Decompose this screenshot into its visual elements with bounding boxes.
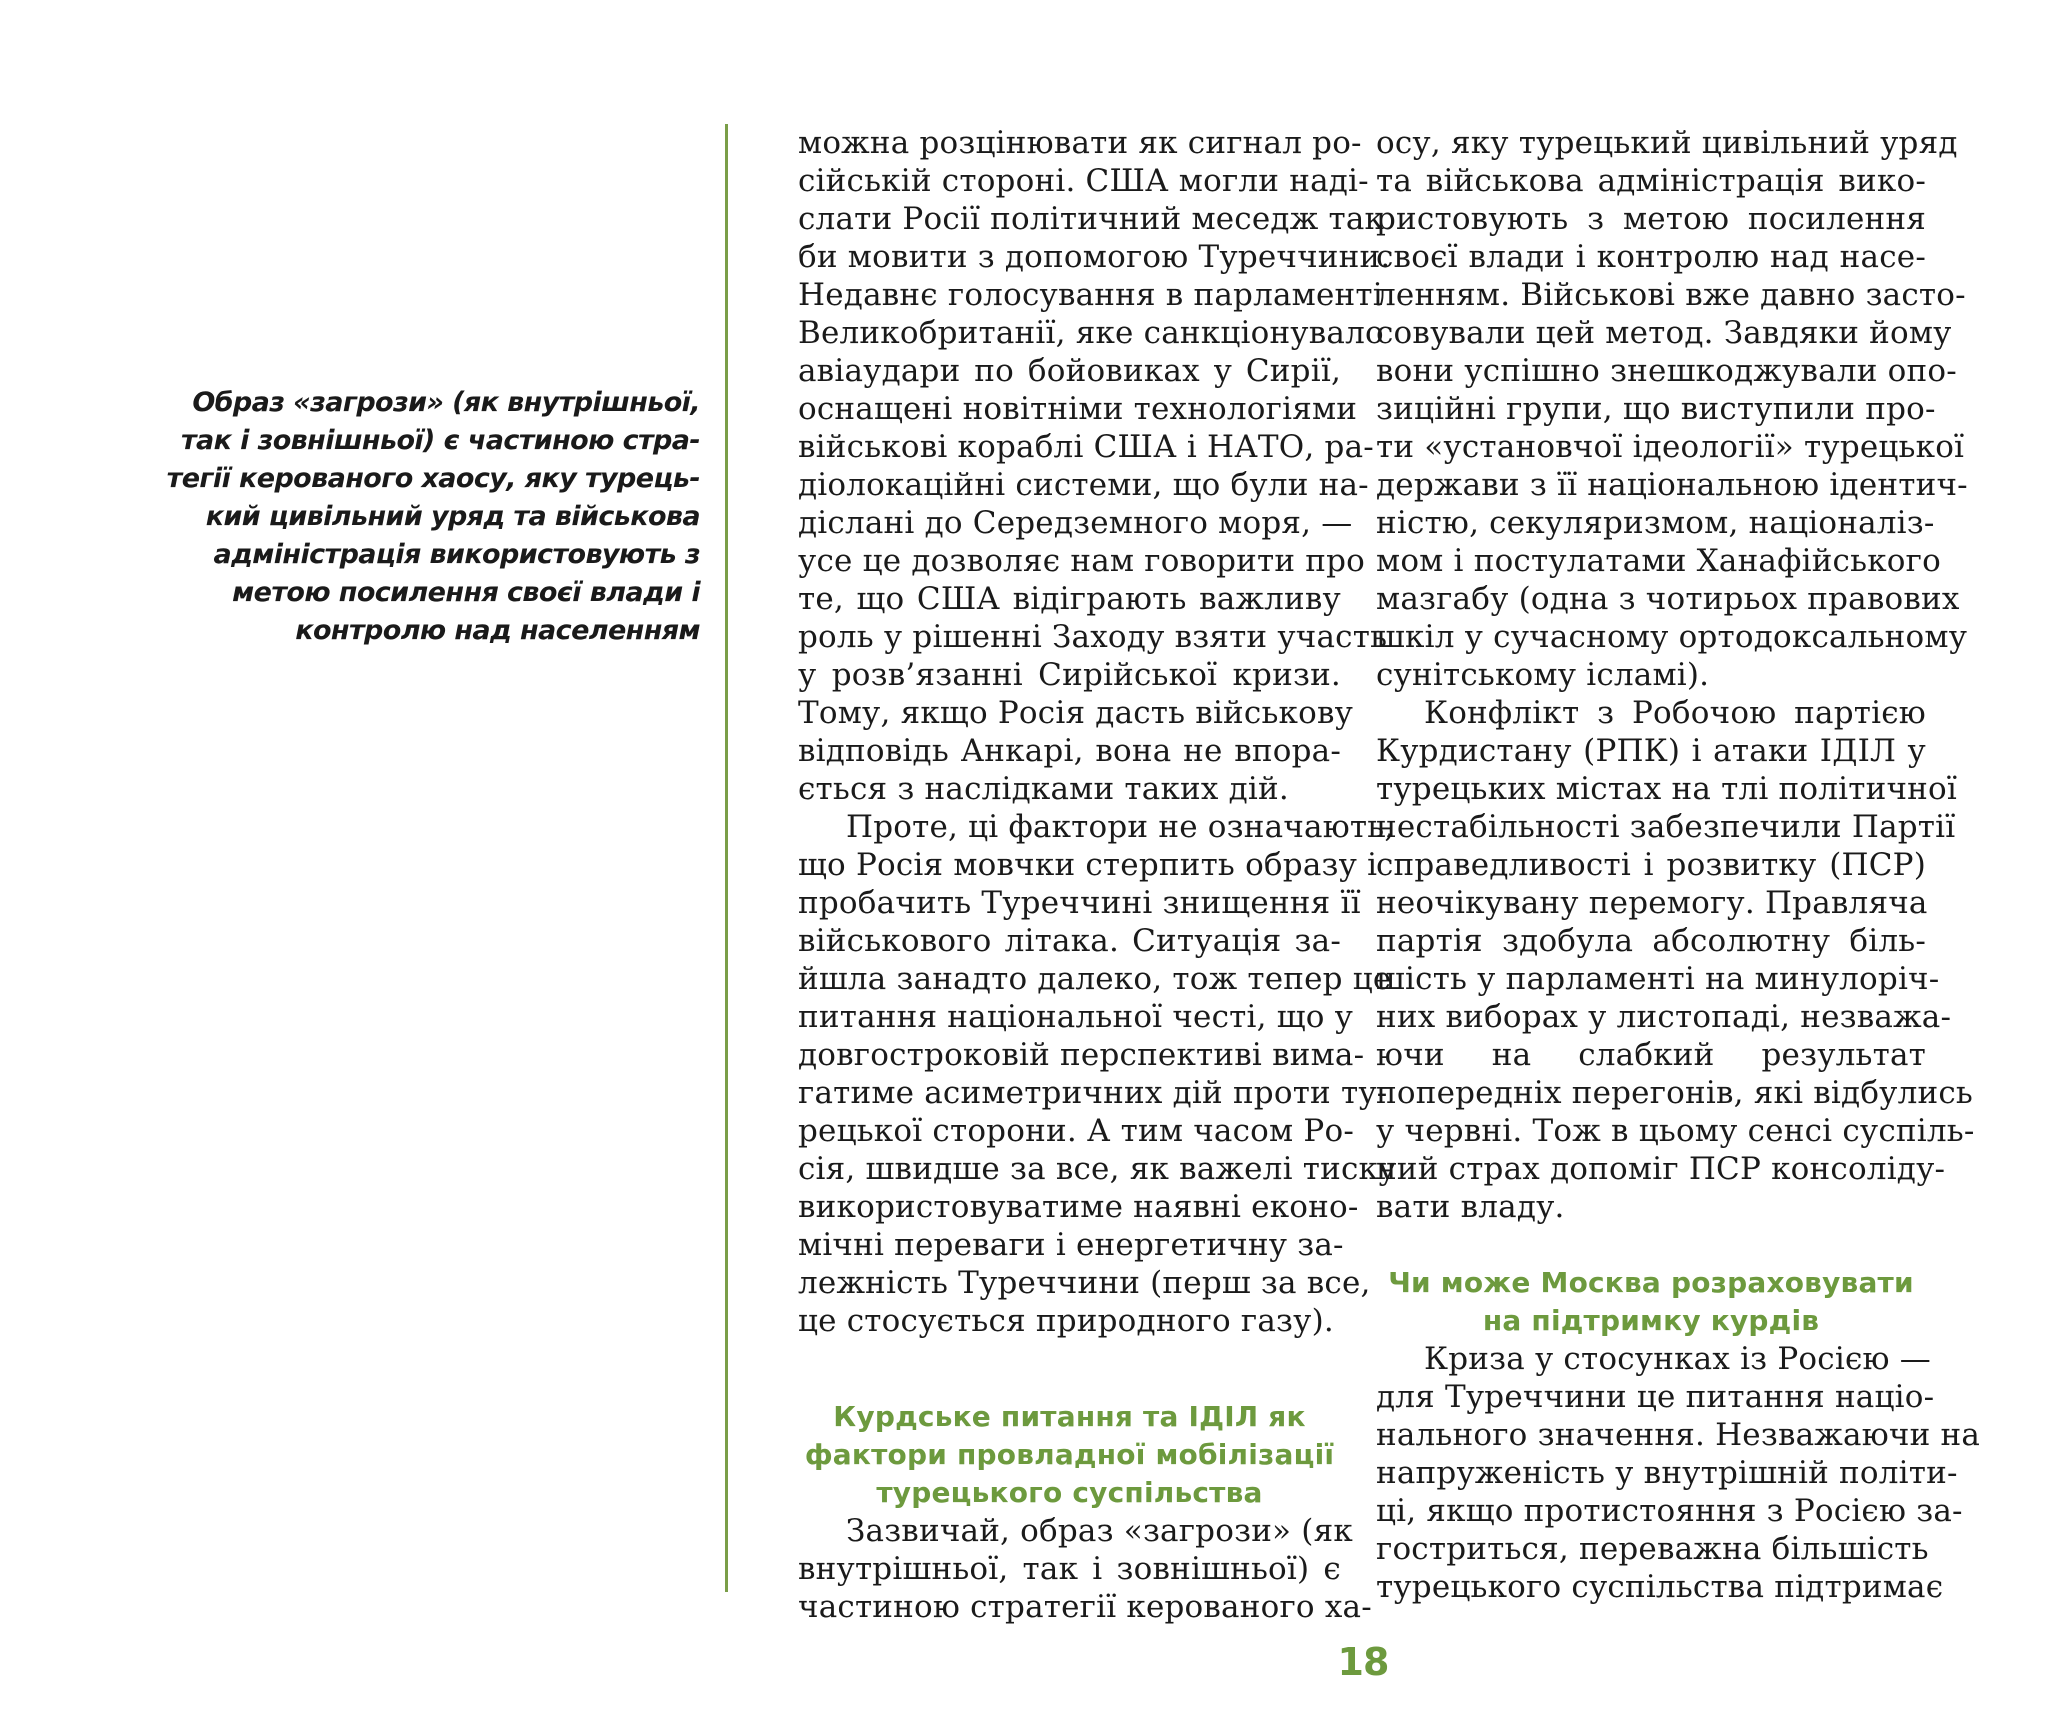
section-heading-line: фактори провладної мобілізації xyxy=(804,1438,1335,1471)
text-line: вони успішно знешкоджували опо- xyxy=(1376,353,1957,389)
text-line: використовуватиме наявні еконо- xyxy=(798,1189,1359,1225)
text-line: гостриться, переважна більшість xyxy=(1376,1531,1929,1567)
text-line: пробачить Туреччині знищення її xyxy=(798,885,1361,921)
text-line: ністю, секуляризмом, націоналіз- xyxy=(1376,505,1935,541)
text-line: та військова адміністрація вико- xyxy=(1376,163,1926,199)
text-line: це стосується природного газу). xyxy=(798,1303,1334,1339)
text-line: Курдистану (РПК) і атаки ІДІЛ у xyxy=(1376,733,1926,769)
text-line: нального значення. Незважаючи на xyxy=(1376,1417,1981,1453)
text-line: турецького суспільства підтримає xyxy=(1376,1569,1944,1605)
column-divider xyxy=(725,124,728,1592)
paragraph xyxy=(1376,694,1975,1226)
text-column-2 xyxy=(1376,124,1981,1606)
text-line: мічні переваги і енергетичну за- xyxy=(798,1227,1344,1263)
pull-quote-line: так і зовнішньої) є частиною стра- xyxy=(180,425,700,456)
text-line: зиційні групи, що виступили про- xyxy=(1376,391,1936,427)
text-line: йшла занадто далеко, тож тепер це xyxy=(798,961,1392,997)
text-line: слати Росії політичний меседж так xyxy=(798,201,1385,237)
text-line: військові кораблі США і НАТО, ра- xyxy=(798,429,1374,465)
text-line: оснащені новітніми технологіями xyxy=(798,391,1358,427)
text-line: довгостроковій перспективі вима- xyxy=(798,1037,1365,1073)
text-line: попередніх перегонів, які відбулись xyxy=(1376,1075,1974,1111)
section-heading xyxy=(1376,1264,1926,1340)
text-line: партія здобула абсолютну біль- xyxy=(1376,923,1926,959)
text-line: роль у рішенні Заходу взяти участь xyxy=(798,619,1388,655)
text-line: своєї влади і контролю над насе- xyxy=(1376,239,1926,275)
text-line: справедливості і розвитку (ПСР) xyxy=(1376,847,1926,883)
text-line: осу, яку турецький цивільний уряд xyxy=(1376,125,1958,161)
section-heading-line: турецького суспільства xyxy=(876,1476,1263,1509)
pull-quote-line: Образ «загрози» (як внутрішньої, xyxy=(192,387,700,418)
section-heading-line: на підтримку курдів xyxy=(1482,1304,1820,1337)
text-line: у розв’язанні Сирійської кризи. xyxy=(798,657,1341,693)
text-line: Криза у стосунках із Росією — xyxy=(1424,1341,1931,1377)
text-line: внутрішньої, так і зовнішньої) є xyxy=(798,1551,1341,1587)
text-line: мазгабу (одна з чотирьох правових xyxy=(1376,581,1960,617)
text-line: ти «установчої ідеології» турецької xyxy=(1376,429,1965,465)
text-line: у червні. Тож в цьому сенсі суспіль- xyxy=(1376,1113,1975,1149)
text-line: військового літака. Ситуація за- xyxy=(798,923,1341,959)
text-line: рецької сторони. А тим часом Ро- xyxy=(798,1113,1354,1149)
text-line: совували цей метод. Завдяки йому xyxy=(1376,315,1952,351)
text-line: ристовують з метою посилення xyxy=(1376,201,1926,237)
paragraph xyxy=(798,1512,1372,1626)
text-line: авіаудари по бойовиках у Сирії, xyxy=(798,353,1341,389)
text-line: Проте, ці фактори не означають, xyxy=(846,809,1395,845)
section-heading-line: Курдське питання та ІДІЛ як xyxy=(833,1400,1306,1433)
text-line: що Росія мовчки стерпить образу і xyxy=(798,847,1378,883)
page-number: 18 xyxy=(1337,1640,1389,1684)
text-line: ленням. Військові вже давно засто- xyxy=(1376,277,1966,313)
pull-quote xyxy=(130,384,700,650)
text-line: усе це дозволяє нам говорити про xyxy=(798,543,1366,579)
text-line: сунітському ісламі). xyxy=(1376,657,1710,693)
paragraph xyxy=(1376,124,1968,694)
text-line: ний страх допоміг ПСР консоліду- xyxy=(1376,1151,1946,1187)
text-line: вати владу. xyxy=(1376,1189,1565,1225)
text-line: шкіл у сучасному ортодоксальному xyxy=(1376,619,1968,655)
text-line: шість у парламенті на минулоріч- xyxy=(1376,961,1940,997)
text-line: би мовити з допомогою Туреччини. xyxy=(798,239,1391,275)
pull-quote-line: адміністрація використовують з xyxy=(213,539,700,570)
text-line: держави з її національною ідентич- xyxy=(1376,467,1968,503)
text-line: можна розцінювати як сигнал ро- xyxy=(798,125,1362,161)
text-line: діслані до Середземного моря, — xyxy=(798,505,1353,541)
text-line: них виборах у листопаді, незважа- xyxy=(1376,999,1952,1035)
text-line: мом і постулатами Ханафійського xyxy=(1376,543,1941,579)
text-line: сійській стороні. США могли наді- xyxy=(798,163,1369,199)
text-column-1 xyxy=(798,124,1397,1626)
section-heading xyxy=(798,1398,1341,1512)
text-line: діолокаційні системи, що були на- xyxy=(798,467,1369,503)
text-line: частиною стратегії керованого ха- xyxy=(798,1589,1372,1625)
text-line: гатиме асиметричних дій проти ту- xyxy=(798,1075,1388,1111)
section-heading-line: Чи може Москва розраховувати xyxy=(1388,1266,1914,1299)
text-line: Зазвичай, образ «загрози» (як xyxy=(846,1513,1353,1549)
text-line: ючи на слабкий результат xyxy=(1376,1037,1926,1073)
pull-quote-line: контролю над населенням xyxy=(295,615,700,646)
text-line: Недавнє голосування в парламенті xyxy=(798,277,1383,313)
text-line: лежність Туреччини (перш за все, xyxy=(798,1265,1371,1301)
paragraph xyxy=(798,808,1397,1340)
text-line: нестабільності забезпечили Партії xyxy=(1376,809,1956,845)
pull-quote-line: метою посилення своєї влади і xyxy=(232,577,700,608)
text-line: для Туреччини це питання націо- xyxy=(1376,1379,1935,1415)
text-line: питання національної честі, що у xyxy=(798,999,1354,1035)
text-line: Тому, якщо Росія дасть військову xyxy=(798,695,1354,731)
text-line: сія, швидше за все, як важелі тиску xyxy=(798,1151,1397,1187)
pull-quote-line: тегії керованого хаосу, яку турець- xyxy=(166,463,700,494)
text-line: неочікувану перемогу. Правляча xyxy=(1376,885,1928,921)
text-line: ється з наслідками таких дій. xyxy=(798,771,1289,807)
text-line: напруженість у внутрішній політи- xyxy=(1376,1455,1958,1491)
pull-quote-line: кий цивільний уряд та військова xyxy=(205,501,700,532)
text-line: турецьких містах на тлі політичної xyxy=(1376,771,1958,807)
text-line: Конфлікт з Робочою партією xyxy=(1424,695,1926,731)
text-line: те, що США відіграють важливу xyxy=(798,581,1341,617)
paragraph xyxy=(1376,1340,1981,1606)
text-line: Великобританії, яке санкціонувало xyxy=(798,315,1384,351)
text-line: відповідь Анкарі, вона не впора- xyxy=(798,733,1341,769)
paragraph xyxy=(798,124,1391,808)
text-line: ці, якщо протистояння з Росією за- xyxy=(1376,1493,1963,1529)
